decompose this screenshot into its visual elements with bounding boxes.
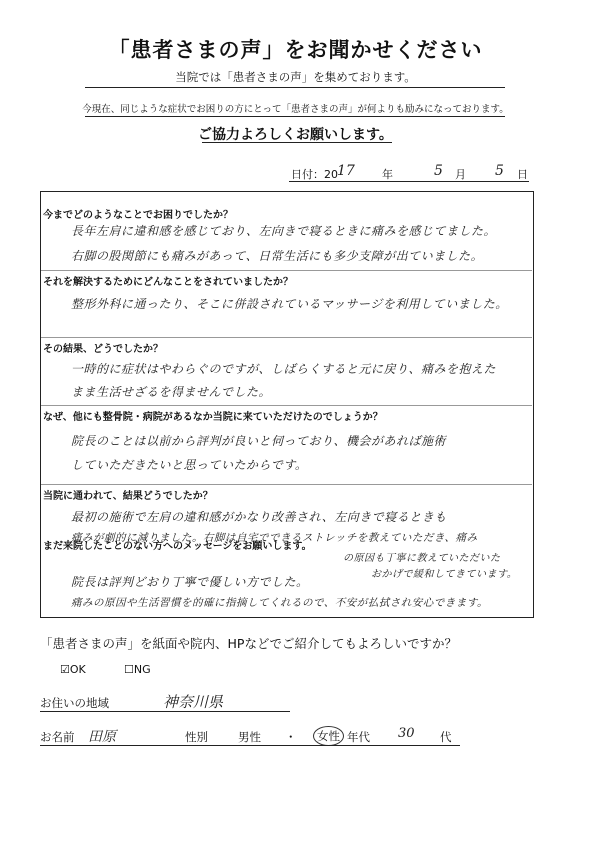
question-3: その結果、どうでしたか？ <box>43 344 163 355</box>
question-divider <box>41 405 532 406</box>
divider <box>85 116 505 117</box>
intro-text: 当院では「患者さまの声」を集めております。 <box>175 70 416 84</box>
question-5: 当院に通われて、結果どうでしたか？ <box>43 491 213 502</box>
divider <box>202 142 392 143</box>
question-divider <box>41 484 532 485</box>
ok-label: OK <box>69 663 86 676</box>
answer-1-line-2: 右脚の股関節にも痛みがあって、日常生活にも多少支障が出ていました。 <box>71 249 484 263</box>
date-day: 5 <box>495 163 504 179</box>
question-1: 今までどのようなことでお困りでしたか？ <box>43 210 233 221</box>
answer-5-line-4: おかげで緩和してきています。 <box>371 569 518 580</box>
answer-4-line-1: 院長のことは以前から評判が良いと伺っており、機会があれば施術 <box>71 434 447 448</box>
question-2: それを解決するためにどんなことをされていましたか？ <box>43 277 293 288</box>
age-unit: 代 <box>440 730 452 744</box>
questionnaire-box <box>40 191 534 618</box>
question-6: まだ来院したことのない方へのメッセージをお願いします。 <box>43 541 312 552</box>
ng-label: NG <box>133 663 151 676</box>
consent-question: 「患者さまの声」を紙面や院内、HPなどでご紹介してもよろしいですか？ <box>40 636 457 651</box>
ok-option[interactable] <box>60 663 86 676</box>
answer-5-line-2: 痛みが劇的に減りました。右脚は自宅でできるストレッチを教えていただき、痛み <box>71 532 478 544</box>
gender-female[interactable]: 女性 <box>313 726 344 746</box>
divider <box>85 87 505 88</box>
address-label: お住いの地域 <box>40 696 109 710</box>
ok-checkbox[interactable]: ☑ <box>60 663 70 676</box>
request-text: ご協力よろしくお願いします。 <box>198 127 393 143</box>
answer-2-line-1: 整形外科に通ったり、そこに併設されているマッサージを利用していました。 <box>71 297 508 311</box>
age-value: 30 <box>398 726 415 741</box>
name-underline <box>40 745 460 746</box>
question-divider <box>41 337 532 338</box>
date-month: 5 <box>434 163 443 179</box>
answer-3-line-2: まま生活せざるを得ませんでした。 <box>71 385 272 399</box>
date-day-unit: 日 <box>517 168 528 181</box>
intro-text-2: 今現在、同じような症状でお困りの方にとって「患者さまの声」が何よりも励みになっております。 <box>82 104 509 115</box>
date-year-unit: 年 <box>382 168 393 181</box>
gender-male[interactable]: 男性 <box>238 730 261 744</box>
answer-5-line-3: の原因も丁寧に教えていただいた <box>343 553 501 564</box>
page-title: 「患者さまの声」をお聞かせください <box>108 38 483 62</box>
date-year: 17 <box>337 163 355 179</box>
address-value: 神奈川県 <box>163 693 224 711</box>
gender-label: 性別 <box>185 730 208 744</box>
question-4: なぜ、他にも整骨院・病院があるなか当院に来ていただけたのでしょうか？ <box>43 412 383 423</box>
date-underline <box>289 181 529 182</box>
date-label: 日付：20 <box>291 168 338 181</box>
gender-separator: ・ <box>285 730 297 744</box>
answer-1-line-1: 長年左肩に違和感を感じており、左向きで寝るときに痛みを感じてました。 <box>71 224 497 238</box>
answer-6-line-2: 痛みの原因や生活習慣を的確に指摘してくれるので、不安が払拭され安心できます。 <box>71 597 488 609</box>
age-label: 年代 <box>347 730 370 744</box>
name-value: 田原 <box>88 729 116 745</box>
question-divider <box>41 270 532 271</box>
answer-5-line-1: 最初の施術で左肩の違和感がかなり改善され、左向きで寝るときも <box>71 510 447 524</box>
date-month-unit: 月 <box>455 168 466 181</box>
answer-3-line-1: 一時的に症状はやわらぐのですが、しばらくすると元に戻り、痛みを抱えた <box>71 362 497 376</box>
ng-option[interactable] <box>124 663 151 676</box>
address-underline <box>40 711 290 712</box>
answer-4-line-2: していただきたいと思っていたからです。 <box>71 458 308 472</box>
name-label: お名前 <box>40 730 75 744</box>
answer-6-line-1: 院長は評判どおり丁寧で優しい方でした。 <box>71 575 309 589</box>
ng-checkbox[interactable]: ☐ <box>124 663 134 676</box>
